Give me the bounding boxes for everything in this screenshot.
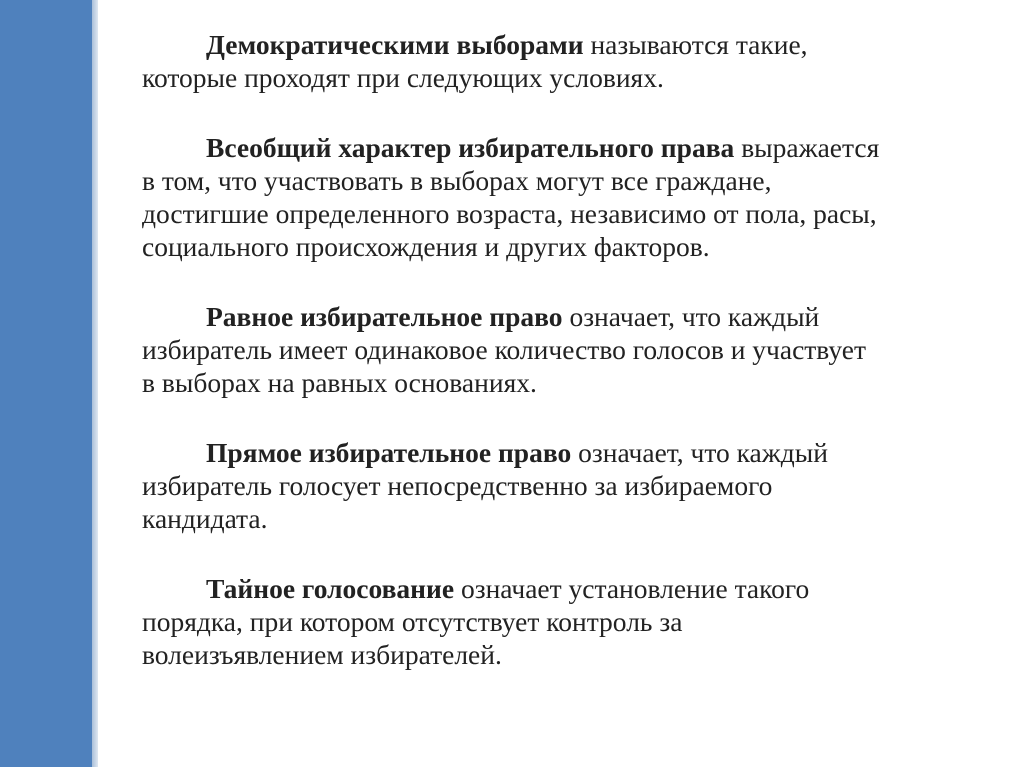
- term-democratic-elections: Демократическими выборами: [206, 29, 584, 60]
- term-direct-suffrage: Прямое избирательное право: [206, 437, 572, 468]
- term-universal-suffrage: Всеобщий характер избирательного права: [206, 132, 735, 163]
- slide-content: [142, 28, 992, 708]
- paragraph-direct-suffrage: [142, 436, 992, 535]
- paragraph-democratic-elections: [142, 28, 992, 94]
- paragraph-secret-ballot: [142, 572, 992, 671]
- definition-universal-suffrage: выражается в том, что участвовать в выборах могут все граждане, достигшие определенного возраста, независимо от пола, расы, социального происхождения и других факторов.: [142, 132, 880, 262]
- definition-democratic-elections: называются такие, которые проходят при следующих условиях.: [142, 29, 808, 93]
- definition-direct-suffrage: означает, что каждый избиратель голосует непосредственно за избираемого кандидата.: [142, 437, 828, 534]
- term-equal-suffrage: Равное избирательное право: [206, 301, 563, 332]
- paragraph-universal-suffrage: [142, 131, 992, 263]
- paragraph-equal-suffrage: [142, 300, 992, 399]
- definition-equal-suffrage: означает, что каждый избиратель имеет одинаковое количество голосов и участвует в выборах на равных основаниях.: [142, 301, 866, 398]
- definition-secret-ballot: означает установление такого порядка, при котором отсутствует контроль за волеизъявлением избирателей.: [142, 573, 810, 670]
- sidebar-accent-edge: [92, 0, 98, 767]
- sidebar-accent-bar: [0, 0, 92, 767]
- term-secret-ballot: Тайное голосование: [206, 573, 455, 604]
